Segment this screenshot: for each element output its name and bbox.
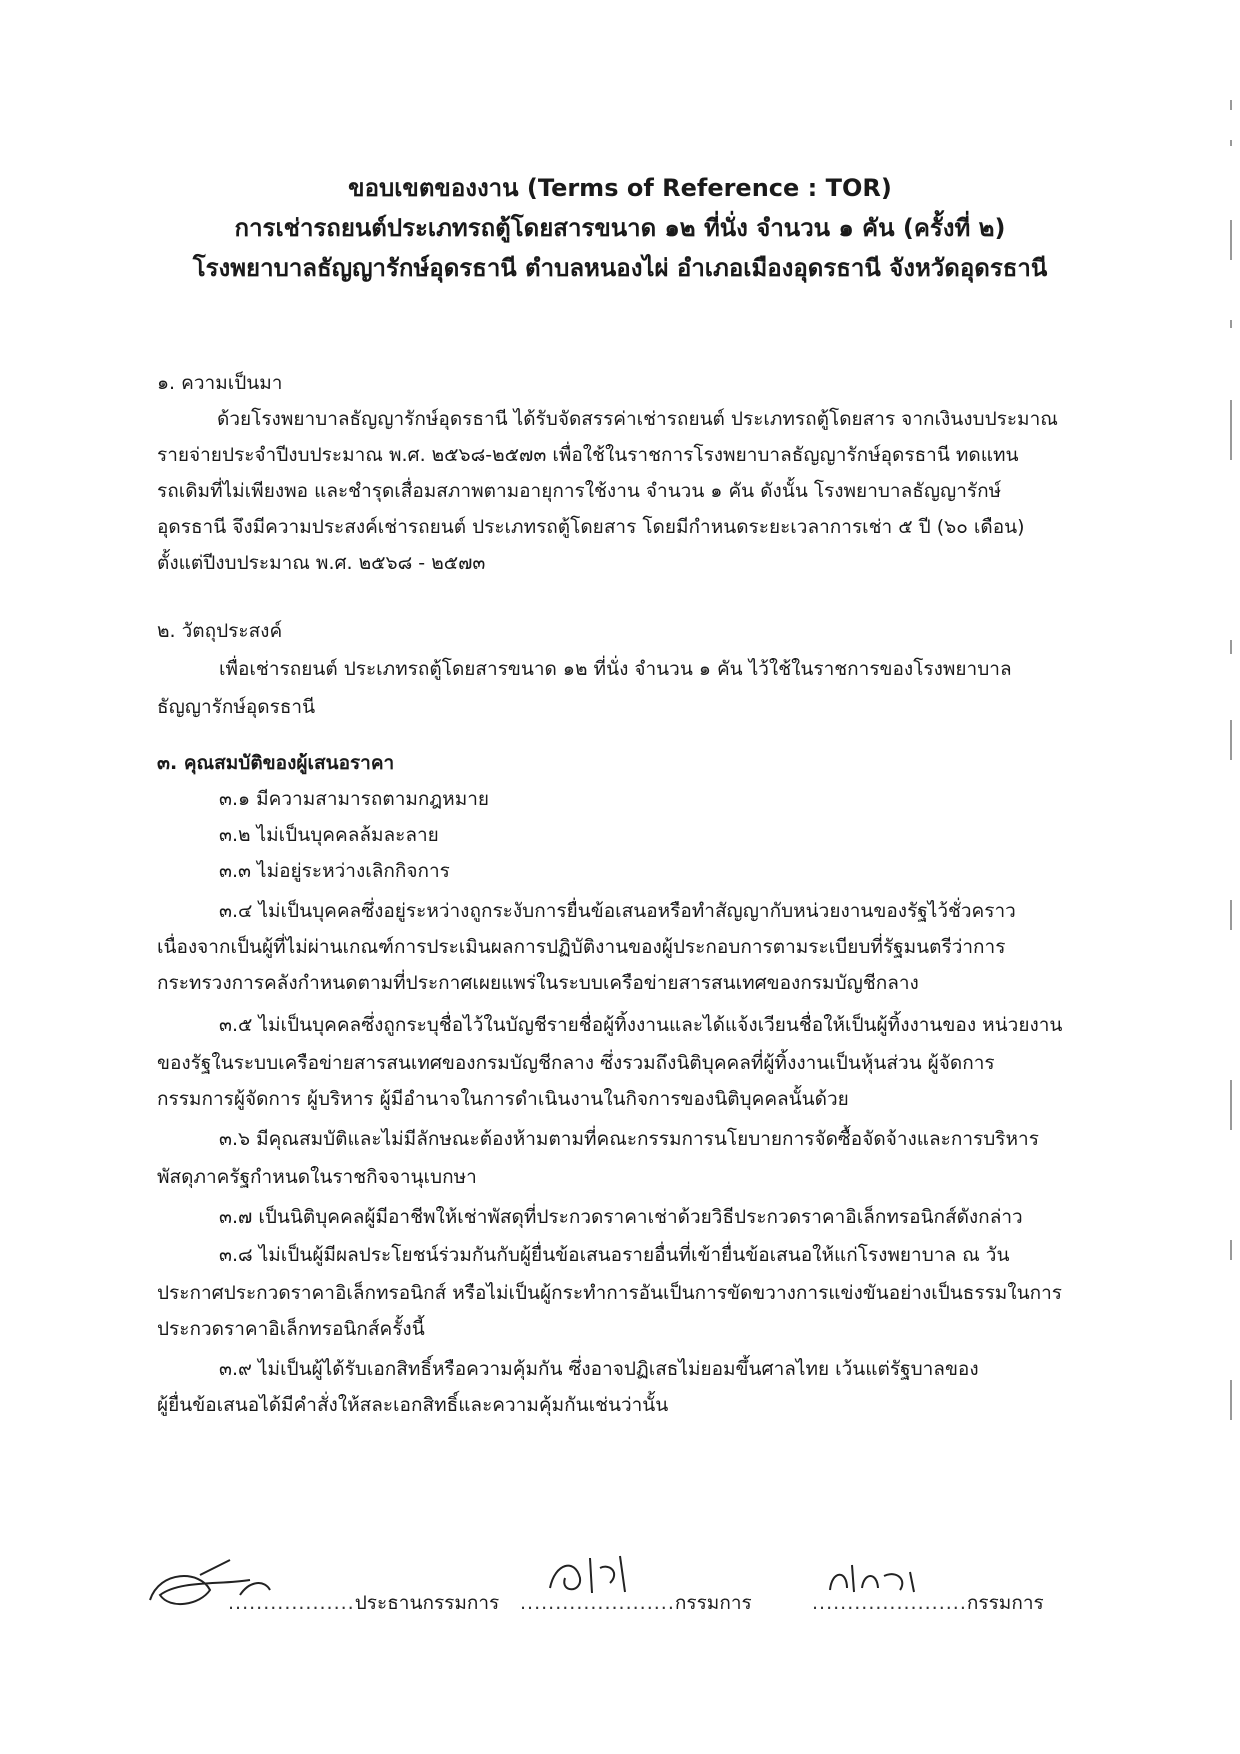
qualification-item: ๓.๖ มีคุณสมบัติและไม่มีลักษณะต้องห้ามตามที่คณะกรรมการนโยบายการจัดซื้อจัดจ้างและการบริหาร [219, 1128, 1039, 1150]
paragraph-line: ธัญญารักษ์อุดรธานี [157, 696, 316, 718]
paragraph-line: ประกวดราคาอิเล็กทรอนิกส์ครั้งนี้ [157, 1318, 425, 1340]
paragraph-line: รายจ่ายประจำปีงบประมาณ พ.ศ. ๒๕๖๘-๒๕๗๓ เพื่อใช้ในราชการโรงพยาบาลธัญญารักษ์อุดรธานี ทดแทน [157, 444, 1019, 466]
signature-chair [140, 1560, 500, 1640]
qualification-item: ๓.๘ ไม่เป็นผู้มีผลประโยชน์ร่วมกันกับผู้ยื่นข้อเสนอรายอื่นที่เข้ายื่นข้อเสนอให้แก่โรงพยาบาล ณ วัน [219, 1244, 1010, 1266]
paragraph-line: กระทรวงการคลังกำหนดตามที่ประกาศเผยแพร่ในระบบเครือข่ายสารสนเทศของกรมบัญชีกลาง [157, 972, 919, 994]
paragraph-line: ของรัฐในระบบเครือข่ายสารสนเทศของกรมบัญชีกลาง ซึ่งรวมถึงนิติบุคคลที่ผู้ทิ้งงานเป็นหุ้นส่วน ผู้จัดการ [157, 1052, 995, 1074]
qualification-item: ๓.๓ ไม่อยู่ระหว่างเลิกกิจการ [219, 860, 450, 882]
title-line-1: ขอบเขตของงาน (Terms of Reference : TOR) [348, 174, 892, 202]
paragraph-line: ด้วยโรงพยาบาลธัญญารักษ์อุดรธานี ได้รับจัดสรรค่าเช่ารถยนต์ ประเภทรถตู้โดยสาร จากเงินงบประมาณ [217, 408, 1058, 430]
section-heading: ๓. คุณสมบัติของผู้เสนอราคา [157, 752, 395, 774]
paragraph-line: พัสดุภาครัฐกำหนดในราชกิจจานุเบกษา [157, 1166, 477, 1188]
paragraph-line: อุดรธานี จึงมีความประสงค์เช่ารถยนต์ ประเภทรถตู้โดยสาร โดยมีกำหนดระยะเวลาการเช่า ๕ ปี (๖๐ เดือน) [157, 516, 1025, 538]
qualification-item: ๓.๗ เป็นนิติบุคคลผู้มีอาชีพให้เช่าพัสดุที่ประกวดราคาเช่าด้วยวิธีประกวดราคาอิเล็กทรอนิกส์ดังกล่าว [219, 1206, 1023, 1228]
title-line-3: โรงพยาบาลธัญญารักษ์อุดรธานี ตำบลหนองไผ่ อำเภอเมืองอุดรธานี จังหวัดอุดรธานี [192, 254, 1048, 282]
qualification-item: ๓.๙ ไม่เป็นผู้ได้รับเอกสิทธิ์หรือความคุ้มกัน ซึ่งอาจปฏิเสธไม่ยอมขึ้นศาลไทย เว้นแต่รัฐบาลของ [219, 1358, 979, 1380]
paragraph-line: เนื่องจากเป็นผู้ที่ไม่ผ่านเกณฑ์การประเมินผลการปฏิบัติงานของผู้ประกอบการตามระเบียบที่รัฐมนตรีว่าการ [157, 936, 1006, 958]
section-heading: ๑. ความเป็นมา [157, 372, 283, 394]
signature-dots: ...................... [520, 1592, 675, 1614]
signature-role: กรรมการ [674, 1592, 752, 1614]
section-bidder-qualifications [157, 750, 1097, 1450]
qualification-item: ๓.๒ ไม่เป็นบุคคลล้มละลาย [219, 824, 439, 846]
signature-member-2 [812, 1560, 1052, 1640]
paragraph-line: ประกาศประกวดราคาอิเล็กทรอนิกส์ หรือไม่เป็นผู้กระทำการอันเป็นการขัดขวางการแข่งขันอย่างเป็นธรรมในการ [157, 1282, 1062, 1304]
qualification-item: ๓.๑ มีความสามารถตามกฎหมาย [219, 788, 490, 810]
section-heading: ๒. วัตถุประสงค์ [157, 620, 283, 642]
qualification-item: ๓.๔ ไม่เป็นบุคคลซึ่งอยู่ระหว่างถูกระงับการยื่นข้อเสนอหรือทำสัญญากับหน่วยงานของรัฐไว้ชั่วคราว [219, 900, 1016, 922]
qualification-item: ๓.๕ ไม่เป็นบุคคลซึ่งถูกระบุชื่อไว้ในบัญชีรายชื่อผู้ทิ้งงานและได้แจ้งเวียนชื่อให้เป็นผู้ทิ้งงานของ หน่วยงาน [219, 1014, 1063, 1036]
signature-role: ประธานกรรมการ [354, 1592, 500, 1614]
title-line-2: การเช่ารถยนต์ประเภทรถตู้โดยสารขนาด ๑๒ ที่นั่ง จำนวน ๑ คัน (ครั้งที่ ๒) [234, 214, 1006, 242]
signature-role: กรรมการ [966, 1592, 1044, 1614]
paragraph-line: รถเดิมที่ไม่เพียงพอ และชำรุดเสื่อมสภาพตามอายุการใช้งาน จำนวน ๑ คัน ดังนั้น โรงพยาบาลธัญญารักษ์ [157, 480, 1002, 502]
paragraph-line: กรรมการผู้จัดการ ผู้บริหาร ผู้มีอำนาจในการดำเนินงานในกิจการของนิติบุคคลนั้นด้วย [157, 1088, 849, 1110]
signature-row [0, 1560, 1240, 1640]
paragraph-line: ตั้งแต่ปีงบประมาณ พ.ศ. ๒๕๖๘ - ๒๕๗๓ [157, 552, 486, 574]
document-title [0, 168, 1240, 288]
signature-dots: ...................... [812, 1592, 967, 1614]
section-background [157, 370, 1097, 590]
signature-dots: .................. [228, 1592, 355, 1614]
scan-edge-marks [1230, 80, 1234, 1480]
signature-member-1 [520, 1560, 752, 1640]
paragraph-line: เพื่อเช่ารถยนต์ ประเภทรถตู้โดยสารขนาด ๑๒ ที่นั่ง จำนวน ๑ คัน ไว้ใช้ในราชการของโรงพยาบาล [219, 658, 1012, 680]
paragraph-line: ผู้ยื่นข้อเสนอได้มีคำสั่งให้สละเอกสิทธิ์และความคุ้มกันเช่นว่านั้น [157, 1394, 669, 1416]
section-objective [157, 618, 1097, 728]
